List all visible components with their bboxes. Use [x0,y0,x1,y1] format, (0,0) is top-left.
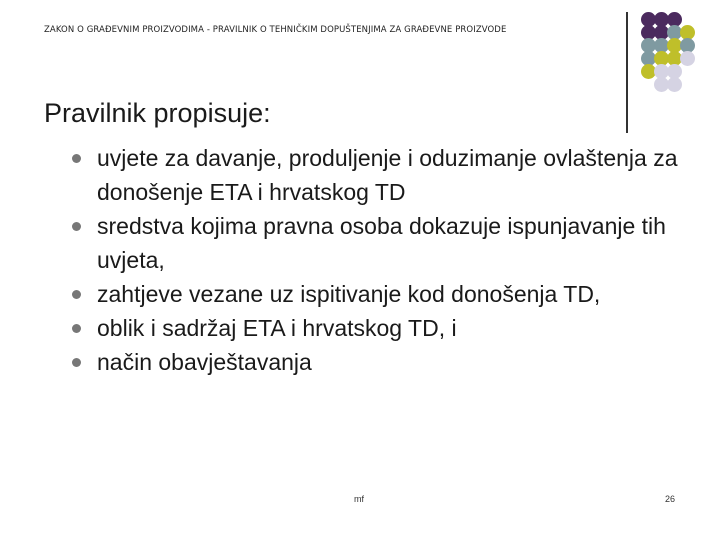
bullet-item [72,345,692,379]
bullet-dot-icon [72,290,81,299]
bullet-dot-icon [72,324,81,333]
bullet-text: sredstva kojima pravna osoba dokazuje ispunjavanje tih uvjeta, [97,213,666,273]
decorative-dot [680,51,695,66]
page-number: 26 [665,494,676,504]
bullet-dot-icon [72,154,81,163]
bullet-text: način obavještavanja [97,349,312,375]
footer-author: mf [354,494,364,504]
slide-header: ZAKON O GRAĐEVNIM PROIZVODIMA - PRAVILNIK O TEHNIČKIM DOPUŠTENJIMA ZA GRAĐEVNE PROIZVODE [44,25,507,35]
bullet-item [72,311,692,345]
bullet-list [72,141,692,379]
bullet-text: oblik i sadržaj ETA i hrvatskog TD, i [97,315,457,341]
vertical-divider [626,12,628,133]
bullet-dot-icon [72,358,81,367]
decorative-dot [667,77,682,92]
slide-title: Pravilnik propisuje: [44,98,271,128]
bullet-item [72,277,692,311]
bullet-dot-icon [72,222,81,231]
bullet-text: zahtjeve vezane uz ispitivanje kod donošenja TD, [97,281,601,307]
bullet-text: uvjete za davanje, produljenje i oduzimanje ovlaštenja za donošenje ETA i hrvatskog TD [97,145,678,205]
bullet-item [72,209,692,277]
bullet-item [72,141,692,209]
